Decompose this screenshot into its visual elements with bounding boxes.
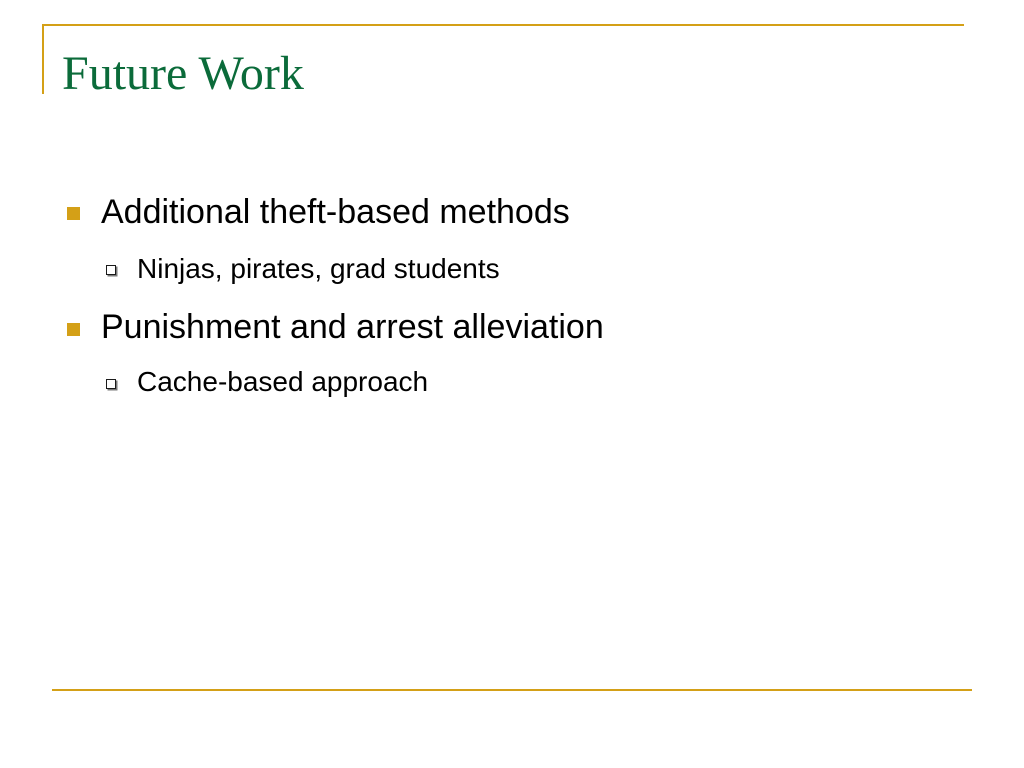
sub-bullet-item: Cache-based approach — [137, 366, 429, 397]
bullet-item: Punishment and arrest alleviation — [101, 308, 604, 346]
left-border-line — [42, 24, 44, 94]
top-border-line — [42, 24, 964, 26]
bullet-item: Additional theft-based methods — [101, 193, 570, 231]
bottom-border-line — [52, 689, 972, 691]
filled-square-bullet-icon — [67, 323, 80, 336]
slide-title: Future Work — [62, 47, 304, 100]
sub-bullet-item: Ninjas, pirates, grad students — [137, 253, 500, 284]
hollow-square-bullet-icon — [106, 265, 116, 275]
filled-square-bullet-icon — [67, 207, 80, 220]
hollow-square-bullet-icon — [106, 379, 116, 389]
